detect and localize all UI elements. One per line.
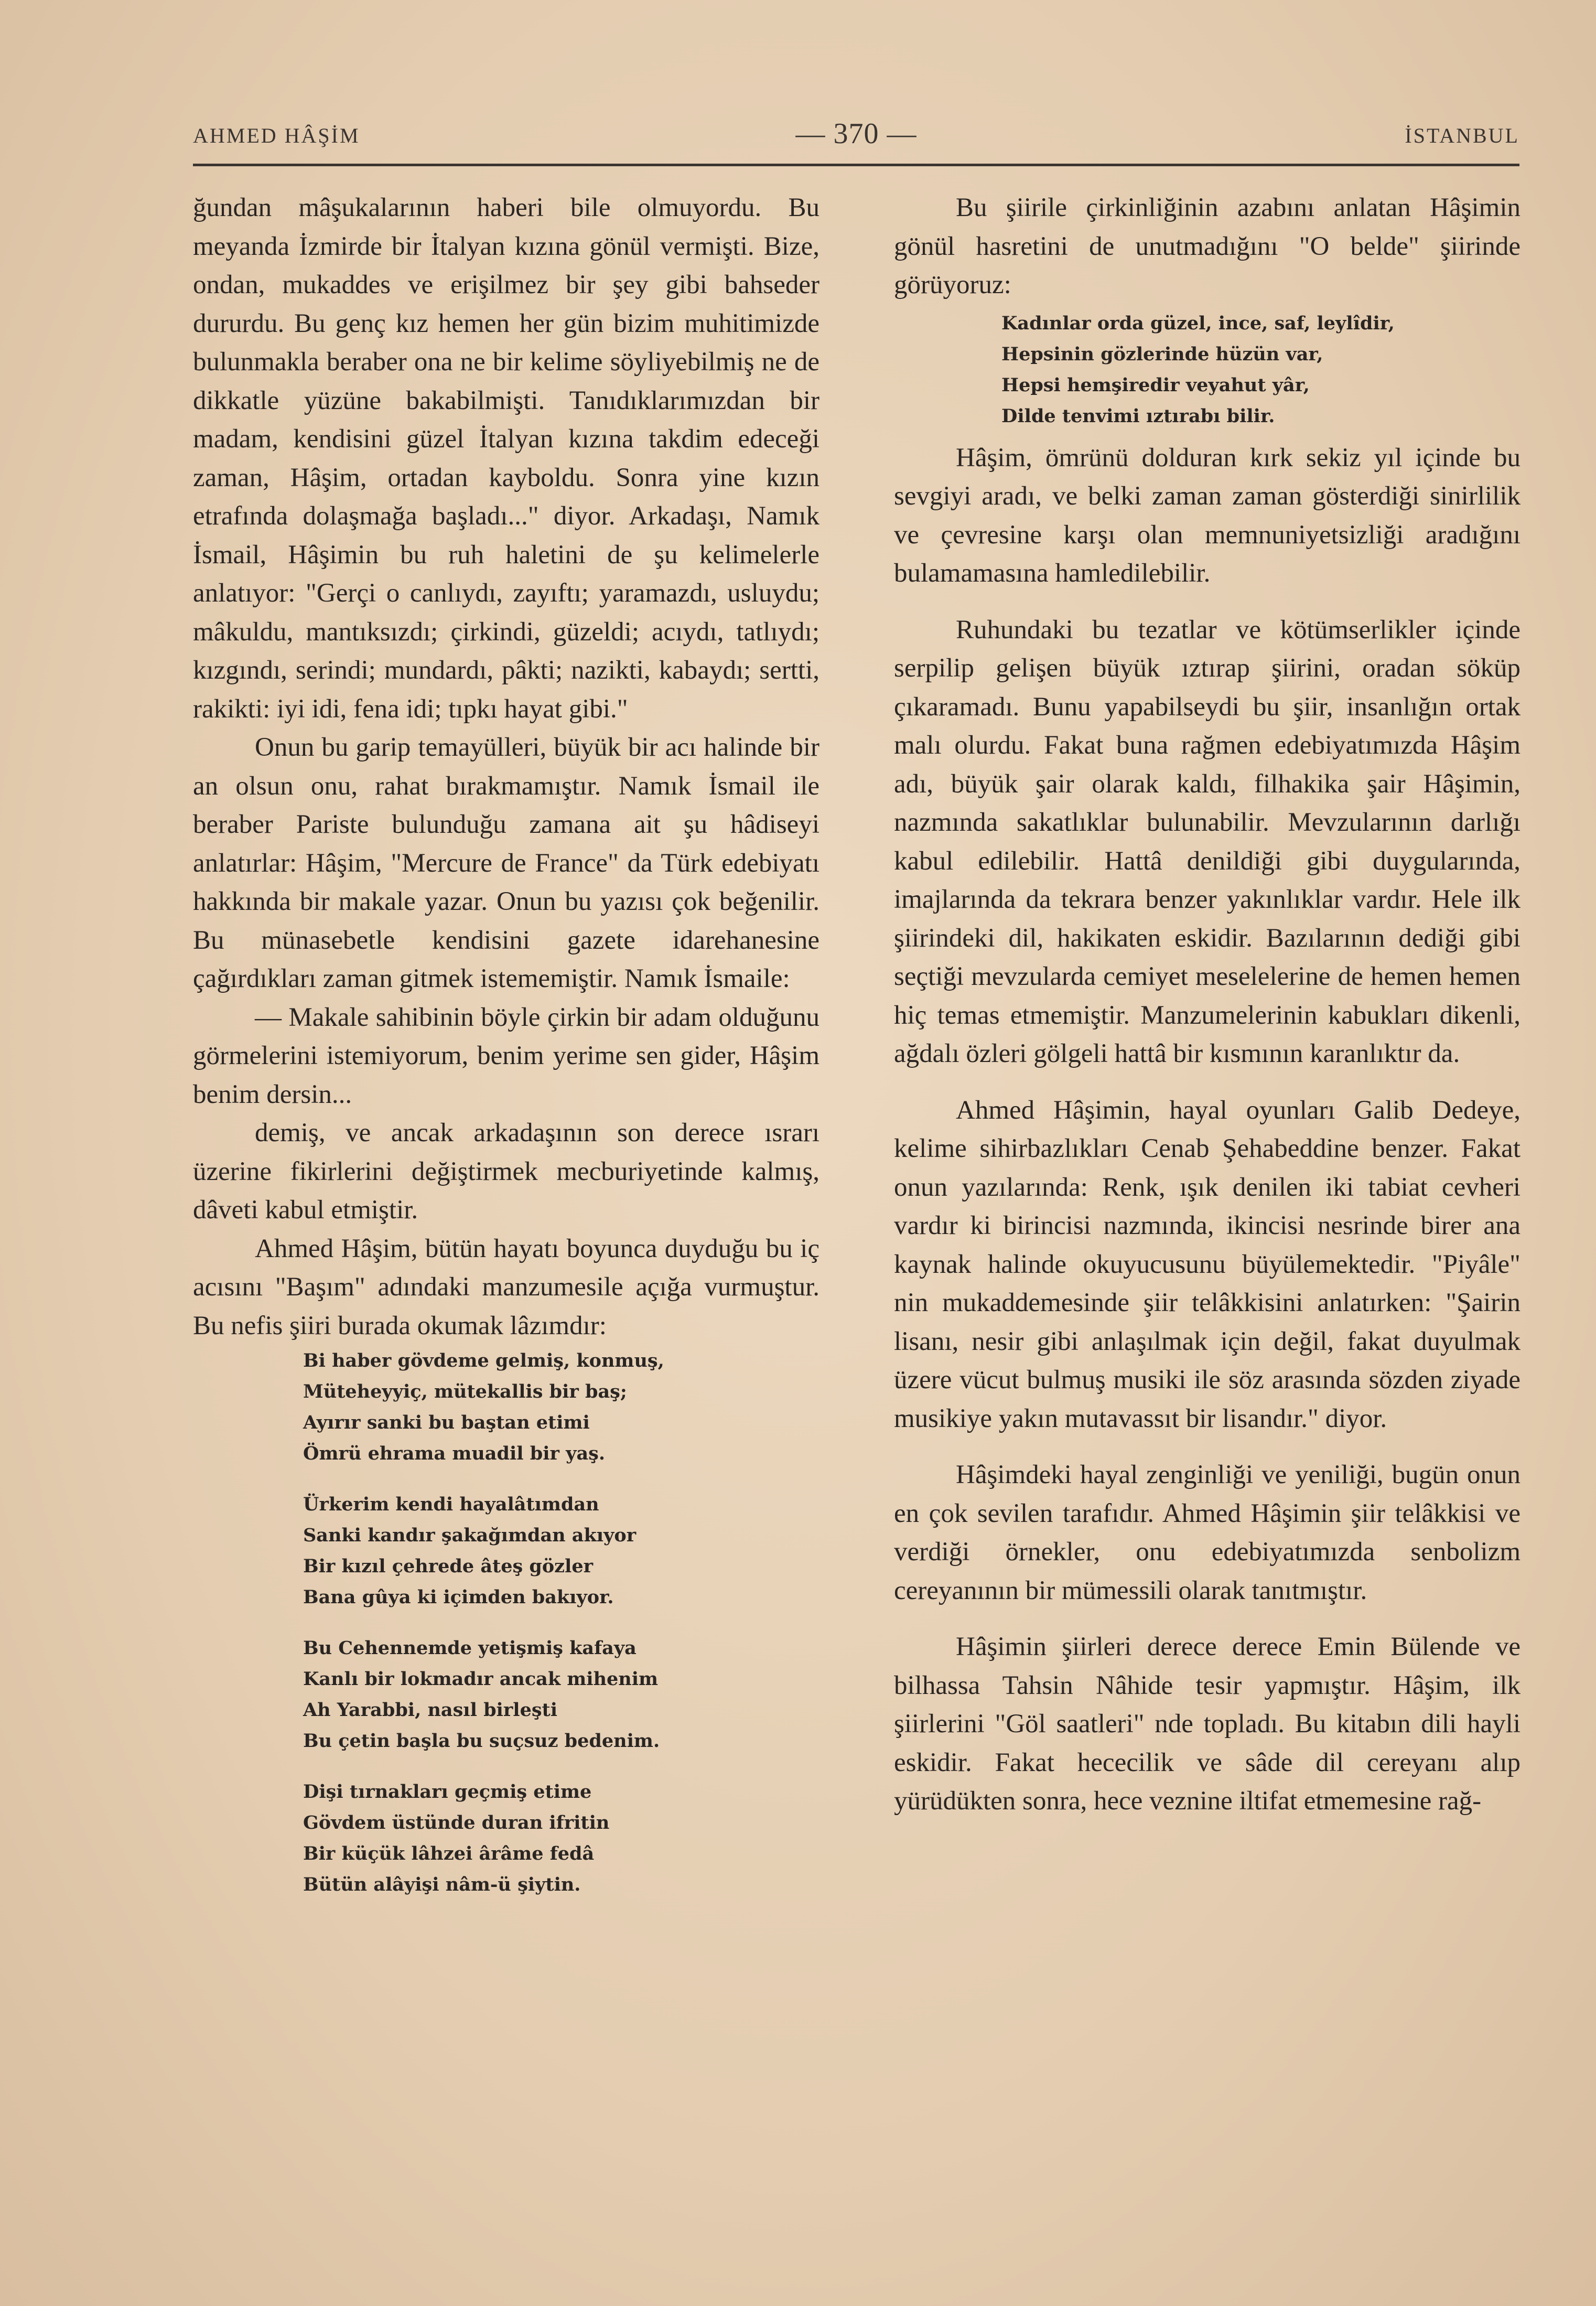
page-number: — 370 —: [795, 117, 917, 150]
poem-o-belde: [894, 308, 1520, 432]
poem-line: Bir kızıl çehrede âteş gözler: [303, 1556, 594, 1577]
running-head-author: AHMED HÂŞİM: [193, 124, 360, 147]
paragraph: Bu şiirile çirkinliğinin azabını anlatan Hâşimin gönül hasretini de unutmadığını "O belde" şiirinde görüyoruz:: [894, 193, 1520, 299]
poem-stanza: [303, 1633, 819, 1756]
running-head-city: İSTANBUL: [1405, 124, 1519, 147]
paragraph: Ahmed Hâşim, bütün hayatı boyunca duyduğu bu iç acısını "Başım" adındaki manzumesile açığa vurmuştur. Bu nefis şiiri burada okumak lâzımdır:: [193, 1234, 819, 1340]
paragraph: Onun bu garip temayülleri, büyük bir acı halinde bir an olsun onu, rahat bırakmamıştır. Namık İsmail ile beraber Pariste bulunduğu zamana ait şu hâdiseyi anlatırlar: Hâşim, "Mercure de France" da Türk edebiyatı hakkında bir makale yazar. Onun bu yazısı çok beğenilir. Bu münasebetle kendisini gazete idarehanesine çağırdıkları zaman gitmek istememiştir. Namık İsmaile:: [193, 733, 819, 993]
poem-line: Hepsi hemşiredir veyahut yâr,: [1001, 374, 1310, 396]
paragraph: Ruhundaki bu tezatlar ve kötümserlikler içinde serpilip gelişen büyük ıztırap şiirini, oradan söküp çıkaramadı. Bunu yapabilseydi bu şiir, insanlığın ortak malı olurdu. Fakat buna rağmen edebiyatımızda Hâşim adı, büyük şair olarak kaldı, filhakika şair Hâşimin, nazmında sakatlıklar bulunabilir. Mevzularının darlığı kabul edilebilir. Hattâ denildiği gibi duygularında, imajlarında da tekrara benzer yakınlıklar vardır. Hele ilk şiirindeki dil, hakikaten eskidir. Bazılarının dediği gibi seçtiği mevzularda cemiyet meselelerine de hemen hemen hiç temas etmemiştir. Manzumelerinin kabukları dikenli, ağdalı özleri gölgeli hattâ bir kısmının karanlıktır da.: [894, 615, 1520, 1068]
paragraph: Hâşim, ömrünü dolduran kırk sekiz yıl içinde bu sevgiyi aradı, ve belki zaman zaman gösterdiği sinirlilik ve çevresine karşı olan memnuniyetsizliği aradığını bulamamasına hamledilebilir.: [894, 443, 1520, 588]
poem-stanza: [303, 1489, 819, 1613]
poem-line: Dişi tırnakları geçmiş etime: [303, 1781, 592, 1803]
poem-line: Müteheyyiç, mütekallis bir baş;: [303, 1381, 627, 1402]
poem-line: Hepsinin gözlerinde hüzün var,: [1001, 343, 1323, 365]
header-rule: [193, 164, 1519, 166]
poem-line: Bu Cehennemde yetişmiş kafaya: [303, 1637, 637, 1659]
poem-line: Sanki kandır şakağımdan akıyor: [303, 1525, 637, 1546]
poem-line: Bütün alâyişi nâm-ü şiytin.: [303, 1874, 581, 1895]
dialogue-paragraph: — Makale sahibinin böyle çirkin bir adam olduğunu görmelerini istemiyorum, benim yerime sen gider, Hâşim benim dersin...: [193, 1002, 819, 1109]
poem-stanza: [303, 1776, 819, 1900]
page-header: [193, 117, 1519, 165]
poem-line: Bu çetin başla bu suçsuz bedenim.: [303, 1730, 660, 1752]
poem-line: Bir küçük lâhzei ârâme fedâ: [303, 1843, 595, 1864]
poem-line: Ayırır sanki bu baştan etimi: [303, 1412, 590, 1433]
poem-line: Gövdem üstünde duran ifritin: [303, 1812, 610, 1833]
poem-line: Kadınlar orda güzel, ince, saf, leylîdir,: [1001, 312, 1395, 334]
right-column: [894, 189, 1520, 1821]
paragraph: Ahmed Hâşimin, hayal oyunları Galib Dedeye, kelime sihirbazlıkları Cenab Şehabeddine benzer. Fakat onun yazılarında: Renk, ışık denilen iki tabiat cevheri vardır ki birincisi nazmında, ikincisi nesrinde birer ana kaynak halinde okuyucusunu büyülemektedir. "Piyâle" nin mukaddemesinde şiir telâkkisini anlatırken: "Şairin lisanı, nesir gibi anlaşılmak için değil, fakat duyulmak üzere vücut bulmuş musiki ile söz arasında sözden ziyade musikiye yakın mutavassıt bir lisandır." diyor.: [894, 1095, 1520, 1433]
poem-line: Ah Yarabbi, nasıl birleşti: [303, 1699, 558, 1721]
poem-basim: [193, 1345, 819, 1900]
poem-line: Ömrü ehrama muadil bir yaş.: [303, 1443, 606, 1464]
paragraph: Hâşimin şiirleri derece derece Emin Bülende ve bilhassa Tahsin Nâhide tesir yapmıştır. Hâşim, ilk şiirlerini "Göl saatleri" nde topladı. Bu kitabın dili hayli eskidir. Fakat hececilik ve sâde dil cereyanı alıp yürüdükten sonra, hece veznine iltifat etmemesine rağ-: [894, 1632, 1520, 1816]
poem-line: Dilde tenvimi ıztırabı bilir.: [1001, 405, 1275, 427]
poem-line: Kanlı bir lokmadır ancak mihenim: [303, 1668, 659, 1690]
left-column: [193, 189, 819, 1920]
poem-line: Bi haber gövdeme gelmiş, konmuş,: [303, 1350, 664, 1371]
paragraph: Hâşimdeki hayal zenginliği ve yeniliği, bugün onun en çok sevilen tarafıdır. Ahmed Hâşimin şiir telâkkisi ve verdiği örnekler, onu edebiyatımızda senbolizm cereyanının bir mümessili olarak tanıtmıştır.: [894, 1460, 1520, 1605]
paragraph: demiş, ve ancak arkadaşının son derece ısrarı üzerine fikirlerini değiştirmek mecburiyetinde kalmış, dâveti kabul etmiştir.: [193, 1118, 819, 1225]
poem-line: Ürkerim kendi hayalâtımdan: [303, 1494, 599, 1515]
paragraph: ğundan mâşukalarının haberi bile olmuyordu. Bu meyanda İzmirde bir İtalyan kızına gönül vermişti. Bize, ondan, mukaddes ve erişilmez bir şey gibi bahseder dururdu. Bu genç kız hemen her gün bizim muhitimizde bulunmakla beraber ona ne bir kelime söyliyebilmiş ne de dikkatle yüzüne bakabilmişti. Tanıdıklarımızdan bir madam, kendisini güzel İtalyan kızına takdim edeceği zaman, Hâşim, ortadan kayboldu. Sonra yine kızın etrafında dolaşmağa başladı..." diyor. Arkadaşı, Namık İsmail, Hâşimin bu ruh haletini de şu kelimelerle anlatıyor: "Gerçi o canlıydı, zayıftı; yaramazdı, usluydu; mâkuldu, mantıksızdı; çirkindi, güzeldi; acıydı, tatlıydı; kızgındı, serindi; mundardı, pâkti; nazikti, kabaydı; sertti, rakikti: iyi idi, fena idi; tıpkı hayat gibi.": [193, 193, 819, 724]
poem-stanza: [303, 1345, 819, 1469]
poem-line: Bana gûya ki içimden bakıyor.: [303, 1586, 614, 1608]
